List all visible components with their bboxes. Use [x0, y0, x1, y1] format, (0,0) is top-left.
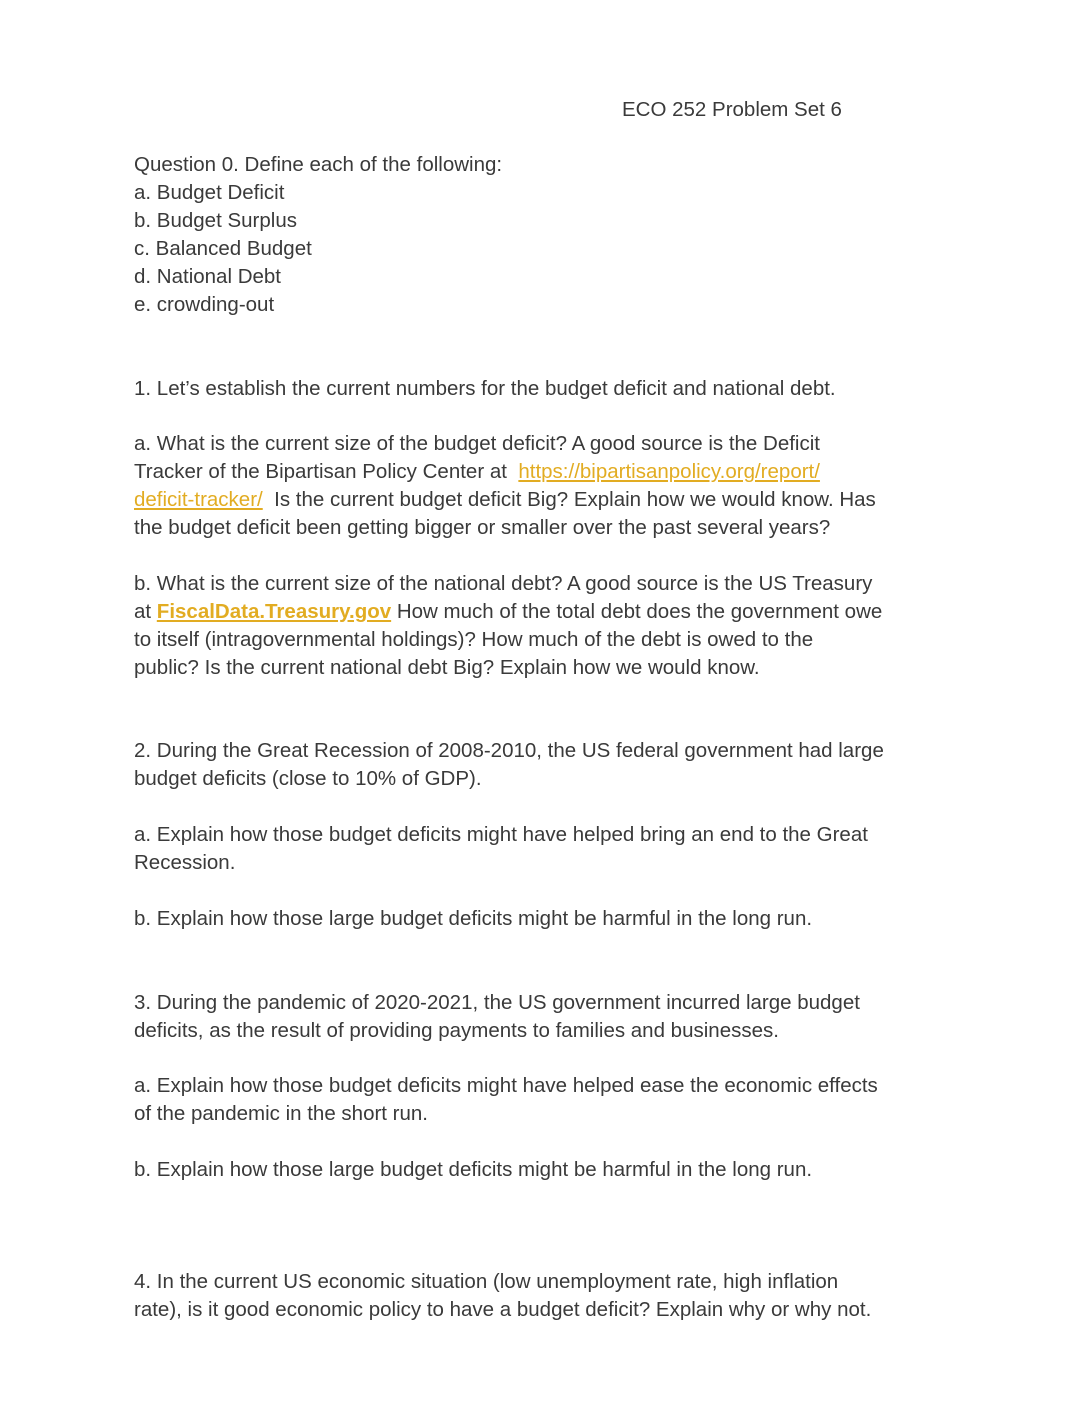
- question-1b-line-1: b. What is the current size of the national debt? A good source is the US Treasury: [134, 572, 873, 595]
- question-3-intro: [134, 989, 954, 1045]
- question-1a-line-2-text: Tracker of the Bipartisan Policy Center at: [134, 460, 513, 483]
- question-2-intro-line-2: budget deficits (close to 10% of GDP).: [134, 767, 482, 790]
- question-3b: [134, 1156, 954, 1184]
- question-1a: [134, 430, 954, 542]
- question-4-line-1: 4. In the current US economic situation (low unemployment rate, high inflation: [134, 1270, 839, 1293]
- question-1b-line-2-post: How much of the total debt does the government owe: [391, 600, 883, 623]
- term-balanced-budget: c. Balanced Budget: [134, 237, 312, 260]
- question-1a-line-3-text: Is the current budget deficit Big? Explain how we would know. Has: [268, 488, 876, 511]
- question-0-prompt: Question 0. Define each of the following:: [134, 153, 503, 176]
- term-crowding-out: e. crowding-out: [134, 293, 275, 316]
- term-budget-surplus: b. Budget Surplus: [134, 209, 297, 232]
- question-2a-line-1: a. Explain how those budget deficits might have helped bring an end to the Great: [134, 823, 868, 846]
- question-1a-line-1: a. What is the current size of the budget deficit? A good source is the Deficit: [134, 432, 820, 455]
- question-2-intro: [134, 737, 954, 793]
- question-1a-line-2: [134, 458, 954, 486]
- question-2a: [134, 821, 954, 877]
- question-1b-line-2: [134, 598, 954, 626]
- question-1-intro: [134, 375, 954, 403]
- question-1-intro-text: 1. Let’s establish the current numbers for the budget deficit and national debt.: [134, 377, 836, 400]
- question-1b-line-2-pre: at: [134, 600, 157, 623]
- question-3-intro-line-1: 3. During the pandemic of 2020-2021, the US government incurred large budget: [134, 991, 860, 1014]
- question-2-intro-line-1: 2. During the Great Recession of 2008-2010, the US federal government had large: [134, 739, 884, 762]
- fiscaldata-treasury-link[interactable]: FiscalData.Treasury.gov: [156, 600, 392, 623]
- question-3a-line-2: of the pandemic in the short run.: [134, 1102, 429, 1125]
- question-2b-text: b. Explain how those large budget deficits might be harmful in the long run.: [134, 907, 813, 930]
- question-1a-line-4: the budget deficit been getting bigger or smaller over the past several years?: [134, 516, 831, 539]
- question-2a-line-2: Recession.: [134, 851, 236, 874]
- document-title: ECO 252 Problem Set 6: [622, 98, 842, 121]
- question-3a-line-1: a. Explain how those budget deficits might have helped ease the economic effects: [134, 1074, 878, 1097]
- question-1b-line-3: to itself (intragovernmental holdings)? How much of the debt is owed to the: [134, 628, 814, 651]
- term-budget-deficit: a. Budget Deficit: [134, 181, 285, 204]
- deficit-tracker-link[interactable]: deficit-tracker/: [134, 488, 263, 511]
- question-4-line-2: rate), is it good economic policy to have a budget deficit? Explain why or why not.: [134, 1298, 872, 1321]
- question-3b-text: b. Explain how those large budget deficits might be harmful in the long run.: [134, 1158, 813, 1181]
- question-0: [134, 151, 954, 319]
- question-2b: [134, 905, 954, 933]
- bipartisan-policy-link[interactable]: https://bipartisanpolicy.org/report/: [518, 460, 820, 483]
- question-4: [134, 1268, 954, 1324]
- question-3a: [134, 1072, 954, 1128]
- question-1b: [134, 570, 954, 682]
- question-1a-line-3: [134, 486, 954, 514]
- question-3-intro-line-2: deficits, as the result of providing payments to families and businesses.: [134, 1019, 779, 1042]
- term-national-debt: d. National Debt: [134, 265, 282, 288]
- question-1b-line-4: public? Is the current national debt Big? Explain how we would know.: [134, 656, 760, 679]
